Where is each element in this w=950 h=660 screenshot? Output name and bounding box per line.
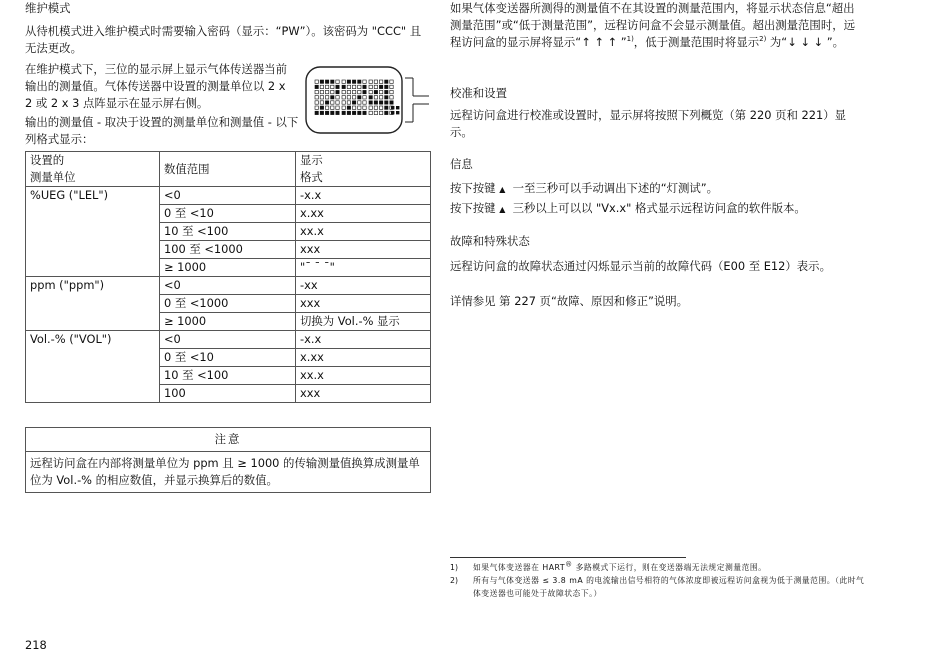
table-row <box>26 205 431 223</box>
lcd-dot <box>352 101 355 104</box>
cell-unit <box>26 259 160 277</box>
cell-unit: %UEG ("LEL") <box>26 187 160 205</box>
lcd-dot <box>374 106 377 109</box>
lcd-dot <box>358 106 361 109</box>
lcd-dot <box>315 101 318 104</box>
lcd-dot <box>379 85 382 88</box>
lcd-dot <box>369 90 372 93</box>
lcd-dot <box>325 90 328 93</box>
lcd-dot <box>325 96 328 99</box>
fault-body: 远程访问盒的故障状态通过闪烁显示当前的故障代码（E00 至 E12）表示。 <box>450 259 831 273</box>
lcd-dot <box>315 80 318 83</box>
cell-range: ≥ 1000 <box>160 259 296 277</box>
lcd-dot <box>342 111 345 114</box>
lcd-dot <box>363 80 366 83</box>
lcd-dot <box>363 85 366 88</box>
calibration-title: 校准和设置 <box>450 86 507 100</box>
lcd-dot <box>315 106 318 109</box>
lcd-dot <box>320 90 323 93</box>
lcd-dot <box>336 96 339 99</box>
info-line-2 <box>450 200 870 218</box>
cell-unit <box>26 205 160 223</box>
lcd-dot <box>347 101 350 104</box>
lcd-unit-dot <box>396 111 399 114</box>
lcd-dot <box>390 80 393 83</box>
table-row <box>26 385 431 403</box>
range-text-a: 如果气体变送器所测得的测量值不在其设置的测量范围内，将显示状态信息“超出测量范围”或“低于测量范围”，远程访问盒不会显示测量值。超出测量范围时，远程访问盒的显示屏将显示“↑ ↑ ↑ ” <box>450 1 855 49</box>
cell-range: <0 <box>160 331 296 349</box>
note-title: 注意 <box>26 428 430 452</box>
lcd-dot <box>385 111 388 114</box>
lcd-dot <box>331 106 334 109</box>
range-text-b: ，低于测量范围时将显示 <box>633 35 760 49</box>
lcd-dot <box>379 111 382 114</box>
lcd-dot <box>336 101 339 104</box>
lcd-dot <box>369 101 372 104</box>
lcd-dot <box>358 96 361 99</box>
fault-title: 故障和特殊状态 <box>450 234 530 248</box>
range-paragraph <box>450 0 855 51</box>
footnote-2-number: 2) <box>450 576 459 585</box>
cell-format: x.xx <box>296 349 431 367</box>
cell-range: 0 至 <1000 <box>160 295 296 313</box>
cell-unit <box>26 223 160 241</box>
footnote-2-text: 所有与气体变送器 ≤ 3.8 mA 的电流输出信号相符的气体浓度即被远程访问盒视为低于测量范围。（此时气体变送器也可能处于故障状态下。） <box>473 576 865 598</box>
lcd-dot <box>374 80 377 83</box>
cell-format: x.xx <box>296 205 431 223</box>
footnote-ref-1: 1) <box>626 35 634 44</box>
lcd-dot <box>331 111 334 114</box>
lcd-dot <box>363 96 366 99</box>
lcd-dot <box>352 90 355 93</box>
table-row <box>26 259 431 277</box>
footnote-1 <box>450 561 870 574</box>
cell-format: xxx <box>296 241 431 259</box>
cell-range: 100 至 <1000 <box>160 241 296 259</box>
table-row <box>26 313 431 331</box>
lcd-dot <box>369 111 372 114</box>
lcd-dot <box>358 111 361 114</box>
info-line-1 <box>450 180 870 198</box>
lcd-dot <box>379 106 382 109</box>
cell-unit <box>26 385 160 403</box>
lcd-dot <box>390 96 393 99</box>
lcd-dot <box>358 80 361 83</box>
note-box <box>25 427 431 493</box>
lcd-dot <box>385 96 388 99</box>
lcd-dot <box>385 101 388 104</box>
lcd-dot <box>320 80 323 83</box>
header-unit: 设置的 测量单位 <box>26 152 160 187</box>
footnote-1-text-b: 多路模式下运行，则在变送器端无法规定测量范围。 <box>572 563 767 572</box>
cell-format: xx.x <box>296 367 431 385</box>
lcd-dot <box>390 101 393 104</box>
lcd-dot <box>379 80 382 83</box>
lcd-dot <box>342 96 345 99</box>
lcd-dot <box>352 106 355 109</box>
footnote-1-text-a: 如果气体变送器在 HART <box>473 563 566 572</box>
lcd-dot <box>315 85 318 88</box>
table-row <box>26 295 431 313</box>
lcd-dot <box>336 80 339 83</box>
lcd-dot <box>379 101 382 104</box>
lcd-dot <box>315 96 318 99</box>
info-2-prefix: 按下按键 <box>450 201 496 215</box>
lcd-dot <box>352 80 355 83</box>
lcd-dot <box>347 96 350 99</box>
lcd-dot <box>320 101 323 104</box>
lcd-dot <box>336 85 339 88</box>
cell-format: xxx <box>296 385 431 403</box>
lcd-dot <box>320 106 323 109</box>
lcd-dot <box>320 111 323 114</box>
info-1-prefix: 按下按键 <box>450 181 496 195</box>
up-triangle-icon: ▲ <box>499 205 506 214</box>
lcd-dot <box>320 85 323 88</box>
calibration-body: 远程访问盒进行校准或设置时，显示屏将按照下列概览（第 220 页和 221）显示。 <box>450 108 847 139</box>
lcd-dot <box>331 80 334 83</box>
note-body: 远程访问盒在内部将测量单位为 ppm 且 ≥ 1000 的传输测量值换算成测量单位为 Vol.-% 的相应数值，并显示换算后的数值。 <box>30 456 420 487</box>
lcd-dot <box>325 111 328 114</box>
footnote-1-number: 1) <box>450 563 459 572</box>
info-title: 信息 <box>450 157 473 171</box>
maintenance-paragraph-2: 在维护模式下，三位的显示屏上显示气体传送器当前输出的测量值。气体传送器中设置的测量单位以 2 x 2 或 2 x 3 点阵显示在显示屏右侧。 <box>25 62 287 110</box>
header-format: 显示 格式 <box>296 152 431 187</box>
lcd-dot <box>342 106 345 109</box>
info-2-text: 三秒以上可以以 "Vx.x" 格式显示远程访问盒的软件版本。 <box>512 201 806 215</box>
lcd-unit-dot <box>391 111 394 114</box>
lcd-dot <box>385 80 388 83</box>
cell-format: xxx <box>296 295 431 313</box>
lcd-dot <box>363 101 366 104</box>
lcd-dot <box>374 101 377 104</box>
info-1-text: 一至三秒可以手动调出下述的“灯测试”。 <box>512 181 719 195</box>
lcd-dot <box>331 85 334 88</box>
lcd-dot <box>374 111 377 114</box>
cell-unit: Vol.-% ("VOL") <box>26 331 160 349</box>
table-row <box>26 331 431 349</box>
lcd-dot <box>325 106 328 109</box>
footnote-ref-2: 2) <box>759 35 767 44</box>
lcd-unit-dot <box>396 106 399 109</box>
lcd-dot <box>390 90 393 93</box>
lcd-dot <box>379 96 382 99</box>
table-row <box>26 349 431 367</box>
table-row <box>26 277 431 295</box>
table-row <box>26 187 431 205</box>
lcd-dot <box>390 85 393 88</box>
lcd-dot <box>358 90 361 93</box>
table-row <box>26 223 431 241</box>
maintenance-paragraph-3: 输出的测量值 - 取决于设置的测量单位和测量值 - 以下列格式显示： <box>25 115 299 146</box>
fault-body-2: 详情参见 第 227 页“故障、原因和修正”说明。 <box>450 294 689 308</box>
cell-unit <box>26 349 160 367</box>
cell-unit <box>26 313 160 331</box>
cell-range: 100 <box>160 385 296 403</box>
footnote-divider <box>450 557 686 558</box>
lcd-dot <box>347 85 350 88</box>
cell-range: 10 至 <100 <box>160 367 296 385</box>
lcd-dot <box>347 106 350 109</box>
cell-unit <box>26 295 160 313</box>
maintenance-title: 维护模式 <box>25 1 71 15</box>
lcd-dot <box>363 111 366 114</box>
units-table <box>25 151 431 403</box>
lcd-dot <box>325 80 328 83</box>
lcd-dot <box>352 96 355 99</box>
lcd-dot <box>336 90 339 93</box>
lcd-display-icon <box>305 66 435 136</box>
lcd-dot <box>374 85 377 88</box>
cell-range: <0 <box>160 187 296 205</box>
lcd-dot <box>352 111 355 114</box>
cell-format: -xx <box>296 277 431 295</box>
lcd-dot <box>315 111 318 114</box>
lcd-dot <box>320 96 323 99</box>
cell-format: -x.x <box>296 187 431 205</box>
page-number: 218 <box>25 638 47 652</box>
lcd-dot <box>352 85 355 88</box>
lcd-dot <box>342 85 345 88</box>
lcd-dot <box>342 101 345 104</box>
lcd-dot <box>347 90 350 93</box>
lcd-unit-dot <box>391 106 394 109</box>
header-range: 数值范围 <box>160 152 296 187</box>
cell-range: <0 <box>160 277 296 295</box>
maintenance-paragraph-1: 从待机模式进入维护模式时需要输入密码（显示：“PW”）。该密码为 "CCC" 且无法更改。 <box>25 24 422 55</box>
lcd-dot <box>385 106 388 109</box>
lcd-dot <box>325 101 328 104</box>
cell-range: 10 至 <100 <box>160 223 296 241</box>
lcd-dot <box>336 111 339 114</box>
lcd-dot <box>331 90 334 93</box>
lcd-dot <box>325 85 328 88</box>
cell-format: xx.x <box>296 223 431 241</box>
table-header-row <box>26 152 431 187</box>
cell-range: 0 至 <10 <box>160 349 296 367</box>
lcd-dot <box>374 90 377 93</box>
lcd-dot <box>336 106 339 109</box>
table-row <box>26 241 431 259</box>
range-text-c: 为“↓ ↓ ↓ ”。 <box>766 35 844 49</box>
lcd-dot <box>363 106 366 109</box>
footnote-2 <box>450 574 870 600</box>
cell-range: ≥ 1000 <box>160 313 296 331</box>
lcd-dot <box>347 80 350 83</box>
cell-format: -x.x <box>296 331 431 349</box>
lcd-dot <box>331 101 334 104</box>
cell-range: 0 至 <10 <box>160 205 296 223</box>
lcd-dot <box>374 96 377 99</box>
lcd-dot <box>385 85 388 88</box>
lcd-dot <box>358 101 361 104</box>
lcd-dot <box>358 85 361 88</box>
cell-format: "¯ ¯ ¯" <box>296 259 431 277</box>
cell-unit <box>26 241 160 259</box>
cell-unit <box>26 367 160 385</box>
lcd-dot <box>369 85 372 88</box>
lcd-dot <box>385 90 388 93</box>
lcd-dot <box>379 90 382 93</box>
lcd-dot <box>363 90 366 93</box>
lcd-dot <box>331 96 334 99</box>
registered-mark: ® <box>565 560 573 569</box>
up-triangle-icon: ▲ <box>499 185 506 194</box>
lcd-dot <box>315 90 318 93</box>
lcd-dot <box>369 96 372 99</box>
lcd-dot <box>347 111 350 114</box>
lcd-dot <box>369 106 372 109</box>
lcd-dot <box>342 80 345 83</box>
lcd-dot <box>369 80 372 83</box>
table-row <box>26 367 431 385</box>
cell-unit: ppm ("ppm") <box>26 277 160 295</box>
cell-format: 切换为 Vol.-% 显示 <box>296 313 431 331</box>
lcd-dot <box>342 90 345 93</box>
